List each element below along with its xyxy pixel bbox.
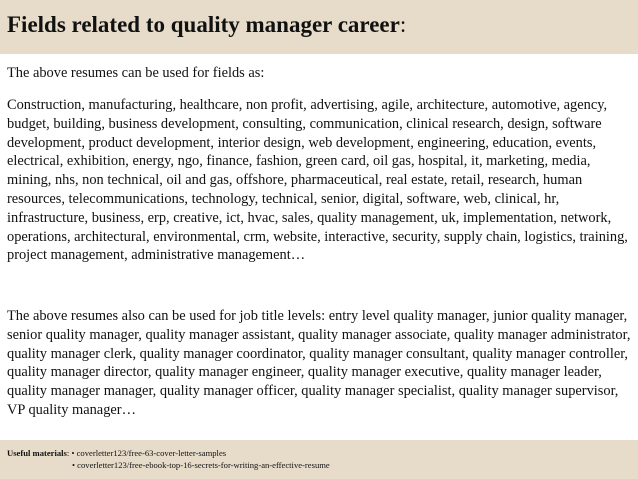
page-title-text: Fields related to quality manager career xyxy=(7,12,400,37)
page-title-colon: : xyxy=(399,12,407,37)
footer-line-1 xyxy=(7,448,226,459)
fields-paragraph: Construction, manufacturing, healthcare, non profit, advertising, agile, architecture, automotive, agency, budget, building, business development, consulting, communication, clinical research, design, software development, product development, interior design, web development, engineering, education, events, electrical, exhibition, energy, ngo, finance, fashion, green card, oil gas, hospital, it, marketing, media, mining, nhs, non technical, oil and gas, offshore, pharmaceutical, real estate, retail, research, human resources, telecommunications, technology, technical, senior, digital, software, web, clinical, hr, infrastructure, business, erp, creative, ict, hvac, sales, quality management, uk, implementation, network, operations, architectural, environmental, crm, website, interactive, security, supply chain, logistics, training, project management, administrative management… xyxy=(7,97,628,264)
footer-label: Useful materials xyxy=(7,448,67,458)
footer-link-1[interactable]: • coverletter123/free-63-cover-letter-samples xyxy=(71,448,227,458)
intro-text: The above resumes can be used for fields as: xyxy=(7,65,265,81)
job-titles-paragraph: The above resumes also can be used for job title levels: entry level quality manager, junior quality manager, senior quality manager, quality manager assistant, quality manager associate, quality manager administrator, quality manager clerk, quality manager coordinator, quality manager consultant, quality manager controller, quality manager director, quality manager engineer, quality manager executive, quality manager leader, quality manager manager, quality manager officer, quality manager specialist, quality manager supervisor, VP quality manager… xyxy=(7,308,631,418)
page-title xyxy=(7,11,406,39)
footer-link-2[interactable]: • coverletter123/free-ebook-top-16-secrets-for-writing-an-effective-resume xyxy=(72,460,330,470)
footer-line-2 xyxy=(72,460,330,471)
footer-separator: : xyxy=(66,448,72,458)
